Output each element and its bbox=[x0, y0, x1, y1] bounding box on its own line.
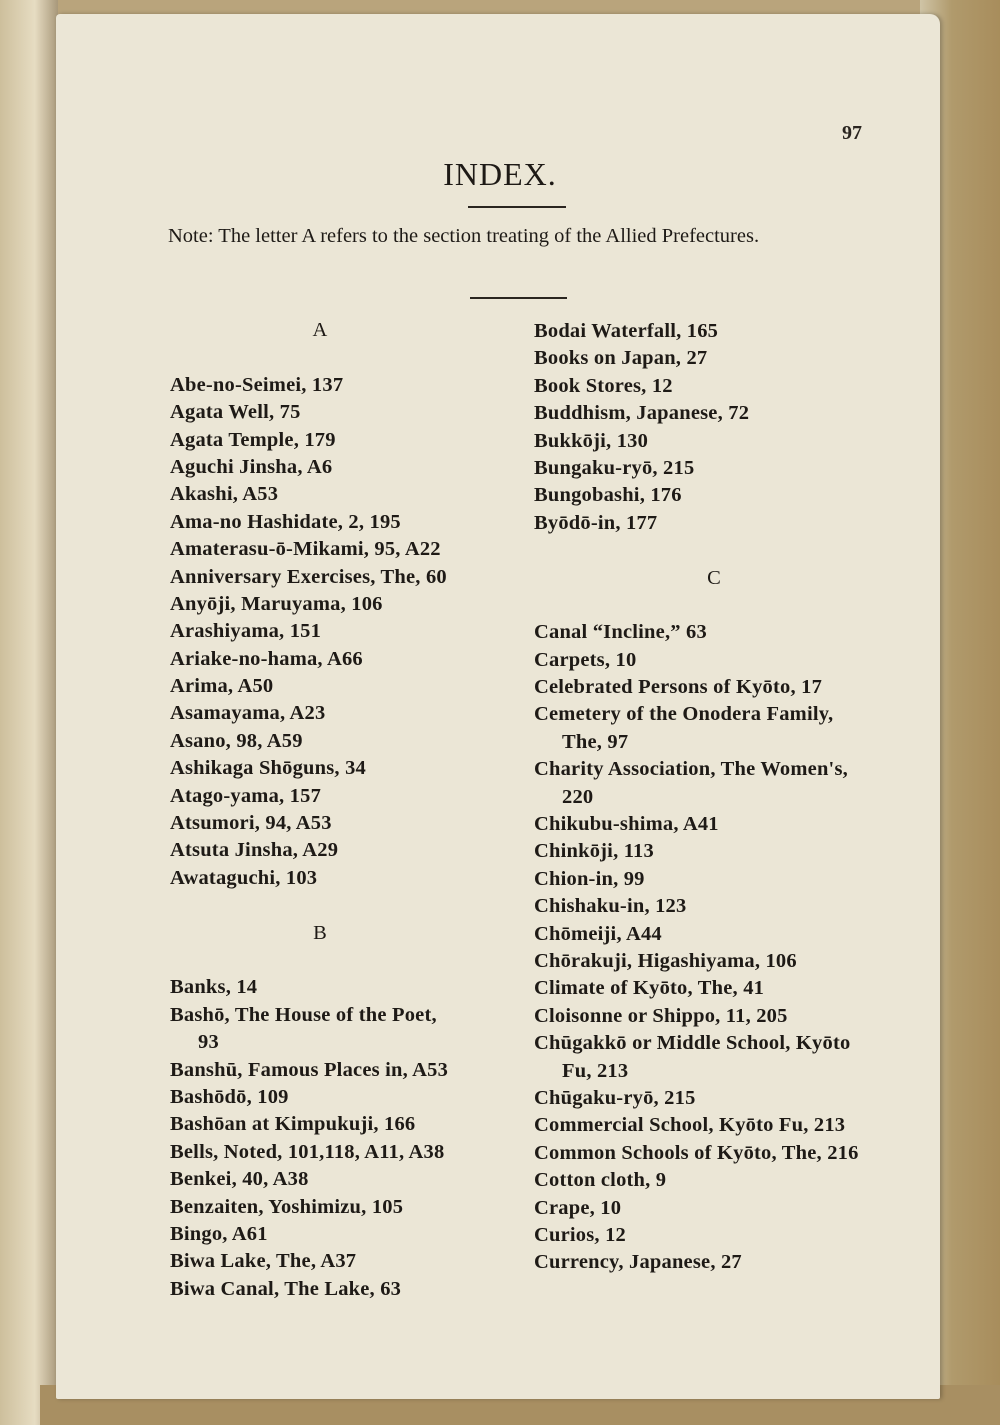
index-entry: Agata Well, 75 bbox=[170, 401, 301, 424]
index-entry: Carpets, 10 bbox=[534, 648, 637, 671]
index-entry: Canal “Incline,” 63 bbox=[534, 621, 707, 644]
index-entry: Chinkōji, 113 bbox=[534, 840, 654, 863]
index-entry: Charity Association, The Women's, bbox=[534, 758, 848, 781]
index-entry: Bashōdō, 109 bbox=[170, 1085, 289, 1108]
index-entry: Curios, 12 bbox=[534, 1223, 626, 1246]
index-entry: Anyōji, Maruyama, 106 bbox=[170, 592, 383, 615]
index-entry: Benkei, 40, A38 bbox=[170, 1168, 309, 1191]
index-entry: Crape, 10 bbox=[534, 1196, 622, 1219]
index-entry: Abe-no-Seimei, 137 bbox=[170, 373, 344, 396]
index-entry: Bashō, The House of the Poet, bbox=[170, 1003, 437, 1026]
index-entry: Banks, 14 bbox=[170, 976, 258, 999]
index-entry-continuation: 220 bbox=[562, 785, 594, 808]
index-entry: Bells, Noted, 101,118, A11, A38 bbox=[170, 1140, 445, 1163]
index-entry: Book Stores, 12 bbox=[534, 374, 673, 397]
index-entry-continuation: The, 97 bbox=[562, 730, 629, 753]
index-note: Note: The letter A refers to the section treating of the Allied Prefectures. bbox=[168, 225, 760, 247]
index-entry: Awataguchi, 103 bbox=[170, 866, 318, 889]
blank-line bbox=[534, 537, 864, 564]
index-entry: Atago-yama, 157 bbox=[170, 784, 322, 807]
index-entry: Anniversary Exercises, The, 60 bbox=[170, 565, 447, 588]
index-entry: Benzaiten, Yoshimizu, 105 bbox=[170, 1195, 404, 1218]
index-letter-heading: A bbox=[312, 319, 328, 341]
index-entry: Byōdō-in, 177 bbox=[534, 511, 658, 534]
index-entry-continuation: 93 bbox=[198, 1031, 219, 1054]
index-entry: Ariake-no-hama, A66 bbox=[170, 647, 363, 670]
index-entry: Chōmeiji, A44 bbox=[534, 922, 662, 945]
index-entry: Arima, A50 bbox=[170, 675, 274, 698]
index-entry: Common Schools of Kyōto, The, 216 bbox=[534, 1141, 859, 1164]
index-entry: Celebrated Persons of Kyōto, 17 bbox=[534, 676, 823, 699]
index-entry: Bashōan at Kimpukuji, 166 bbox=[170, 1113, 416, 1136]
section-rule bbox=[470, 297, 567, 299]
index-letter-heading: B bbox=[313, 921, 327, 944]
blank-line bbox=[534, 592, 864, 619]
index-entry: Chishaku-in, 123 bbox=[534, 895, 687, 918]
index-entry: Chikubu-shima, A41 bbox=[534, 813, 719, 836]
index-entry: Asamayama, A23 bbox=[170, 702, 326, 725]
index-entry: Chion-in, 99 bbox=[534, 867, 645, 890]
blank-line bbox=[170, 947, 470, 974]
index-entry: Bodai Waterfall, 165 bbox=[534, 320, 719, 342]
index-entry: Atsuta Jinsha, A29 bbox=[170, 839, 339, 862]
index-entry: Cloisonne or Shippo, 11, 205 bbox=[534, 1004, 788, 1027]
index-letter-heading: C bbox=[707, 566, 721, 589]
facing-page-edge bbox=[0, 0, 58, 1425]
index-column-left bbox=[170, 317, 470, 1303]
index-entry: Chōrakuji, Higashiyama, 106 bbox=[534, 949, 797, 972]
index-entry: Bungobashi, 176 bbox=[534, 484, 682, 507]
index-entry: Cemetery of the Onodera Family, bbox=[534, 703, 834, 726]
index-entry: Arashiyama, 151 bbox=[170, 620, 322, 643]
blank-line bbox=[170, 892, 470, 919]
index-entry: Chūgaku-ryō, 215 bbox=[534, 1086, 696, 1109]
index-entry: Biwa Canal, The Lake, 63 bbox=[170, 1277, 402, 1300]
blank-line bbox=[170, 344, 470, 371]
index-entry: Akashi, A53 bbox=[170, 483, 279, 506]
page-number: 97 bbox=[842, 122, 862, 144]
index-entry: Biwa Lake, The, A37 bbox=[170, 1250, 357, 1273]
index-entry: Banshū, Famous Places in, A53 bbox=[170, 1058, 449, 1081]
index-entry: Bungaku-ryō, 215 bbox=[534, 456, 695, 479]
index-entry: Cotton cloth, 9 bbox=[534, 1169, 667, 1192]
index-entry: Books on Japan, 27 bbox=[534, 347, 708, 370]
title-rule bbox=[468, 206, 566, 208]
index-entry: Agata Temple, 179 bbox=[170, 428, 336, 451]
index-entry: Asano, 98, A59 bbox=[170, 729, 303, 752]
index-column-right bbox=[534, 318, 864, 1277]
index-entry: Chūgakkō or Middle School, Kyōto bbox=[534, 1032, 851, 1055]
index-entry: Bukkōji, 130 bbox=[534, 429, 649, 452]
index-entry: Atsumori, 94, A53 bbox=[170, 812, 332, 835]
index-entry: Amaterasu-ō-Mikami, 95, A22 bbox=[170, 538, 441, 561]
index-entry: Buddhism, Japanese, 72 bbox=[534, 402, 750, 425]
index-entry: Ama-no Hashidate, 2, 195 bbox=[170, 510, 401, 533]
index-entry: Aguchi Jinsha, A6 bbox=[170, 455, 333, 478]
page-title: INDEX. bbox=[443, 156, 557, 192]
index-entry: Climate of Kyōto, The, 41 bbox=[534, 977, 765, 1000]
index-entry: Ashikaga Shōguns, 34 bbox=[170, 757, 366, 780]
index-entry: Currency, Japanese, 27 bbox=[534, 1251, 742, 1274]
index-entry: Commercial School, Kyōto Fu, 213 bbox=[534, 1114, 846, 1137]
index-entry: Bingo, A61 bbox=[170, 1222, 268, 1245]
index-entry-continuation: Fu, 213 bbox=[562, 1059, 629, 1082]
